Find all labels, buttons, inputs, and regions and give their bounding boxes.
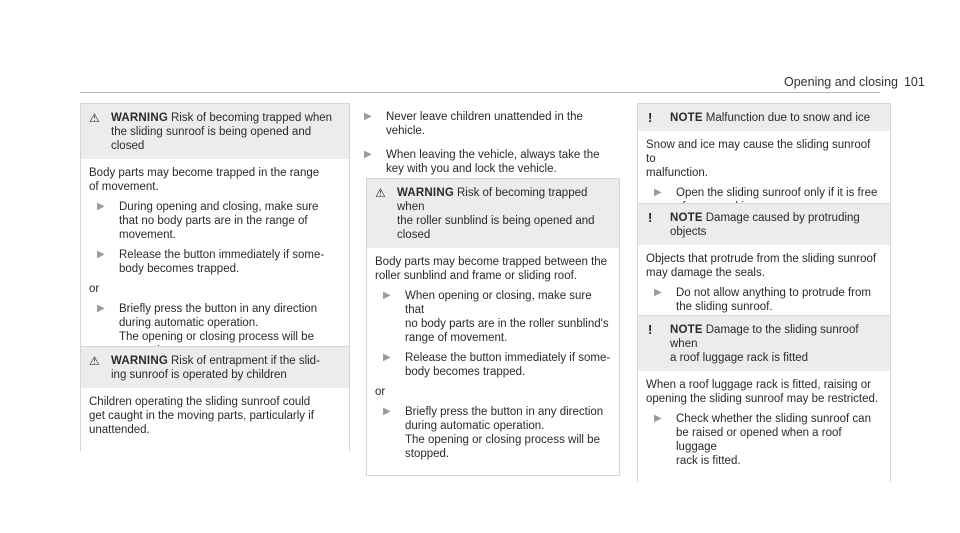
note-keyword: NOTE <box>670 324 703 336</box>
note-box-roof-luggage-rack <box>637 315 891 482</box>
arrow-right-icon: ▶ <box>97 249 105 260</box>
arrow-right-icon: ▶ <box>654 413 662 424</box>
section-title: Opening and closing <box>784 75 898 89</box>
instruction-step: ▶ Release the button immediately if some- body becomes trapped. <box>97 249 325 275</box>
instruction-step: ▶ Open the sliding sunroof only if it is free <box>654 186 882 214</box>
arrow-right-icon: ▶ <box>364 149 372 160</box>
warning-header: ⚠ WARNING Risk of entrapment if the slid- ing sunroof is operated by children <box>81 347 349 388</box>
arrow-right-icon: ▶ <box>97 201 105 212</box>
note-header: ! NOTE Damage caused by protruding objects <box>638 204 890 245</box>
warning-keyword: WARNING <box>111 355 168 367</box>
exclamation-icon: ! <box>648 110 653 125</box>
page-header <box>784 75 925 89</box>
note-description: Snow and ice may cause the sliding sunroof to malfunction. <box>646 139 871 179</box>
note-header: ! NOTE Malfunction due to snow and ice <box>638 104 890 131</box>
arrow-right-icon: ▶ <box>654 287 662 298</box>
arrow-right-icon: ▶ <box>364 111 372 122</box>
warning-description: Body parts may become trapped in the range of movement. <box>89 167 320 193</box>
note-description: When a roof luggage rack is fitted, raising or opening the sliding sunroof may be restricted. <box>646 379 879 405</box>
warning-body <box>81 388 349 451</box>
instruction-step: ▶ Release the button immediately if some- body becomes trapped. <box>383 352 611 378</box>
note-body <box>638 371 890 482</box>
or-separator: or <box>89 283 100 295</box>
warning-keyword: WARNING <box>111 112 168 124</box>
instruction-step: ▶ Never leave children unattended in the vehicle. <box>364 111 583 137</box>
warning-triangle-icon: ⚠ <box>375 186 386 200</box>
instruction-step: ▶ Do not allow anything to protrude from the sliding sunroof. <box>654 287 871 313</box>
warning-header: ⚠ WARNING Risk of becoming trapped when the roller sunblind is being opened and closed <box>367 179 619 248</box>
warning-keyword: WARNING <box>397 187 454 199</box>
instruction-step: ▶ Check whether the sliding sunroof can be raised or opened when a roof luggage rack is fitted. <box>654 413 871 467</box>
instruction-step: ▶ When leaving the vehicle, always take the key with you and lock the vehicle. <box>364 149 600 175</box>
warning-description: Children operating the sliding sunroof could get caught in the moving parts, particularly if unattended. <box>89 396 315 436</box>
or-separator: or <box>375 386 386 398</box>
warning-box-children-entrapment <box>80 346 350 451</box>
note-header: ! NOTE Damage to the sliding sunroof when a roof luggage rack is fitted <box>638 316 890 371</box>
instruction-step: ▶ Briefly press the button in any direction during automatic operation. The opening or closing process will be stopped. <box>383 406 604 460</box>
page-number: 101 <box>903 75 925 89</box>
warning-box-trapped-sunroof <box>80 103 350 372</box>
warning-body <box>367 248 619 475</box>
warning-body <box>81 159 349 372</box>
header-divider <box>80 92 880 93</box>
exclamation-icon: ! <box>648 322 653 337</box>
note-description: Objects that protrude from the sliding sunroof may damage the seals. <box>646 253 877 279</box>
warning-continuation <box>356 104 616 182</box>
note-keyword: NOTE <box>670 112 703 124</box>
note-keyword: NOTE <box>670 212 703 224</box>
warning-header: ⚠ WARNING Risk of becoming trapped when the sliding sunroof is being opened and closed <box>81 104 349 159</box>
warning-description: Body parts may become trapped between the roller sunblind and frame or sliding roof. <box>375 256 608 282</box>
instruction-step: ▶ When opening or closing, make sure that no body parts are in the roller sunblind's range of movement. <box>383 290 609 344</box>
instruction-step: ▶ During opening and closing, make sure that no body parts are in the range of movement. <box>97 201 319 241</box>
arrow-right-icon: ▶ <box>654 187 662 198</box>
arrow-right-icon: ▶ <box>383 352 391 363</box>
warning-triangle-icon: ⚠ <box>89 111 100 125</box>
warning-triangle-icon: ⚠ <box>89 354 100 368</box>
exclamation-icon: ! <box>648 210 653 225</box>
arrow-right-icon: ▶ <box>383 406 391 417</box>
instruction-step: ▶ Briefly press the button in any direction during automatic operation. The opening or closing process will be <box>97 302 341 358</box>
note-box-protruding-objects <box>637 203 891 329</box>
arrow-right-icon: ▶ <box>383 290 391 301</box>
arrow-right-icon: ▶ <box>97 303 105 314</box>
warning-box-roller-sunblind <box>366 178 620 476</box>
